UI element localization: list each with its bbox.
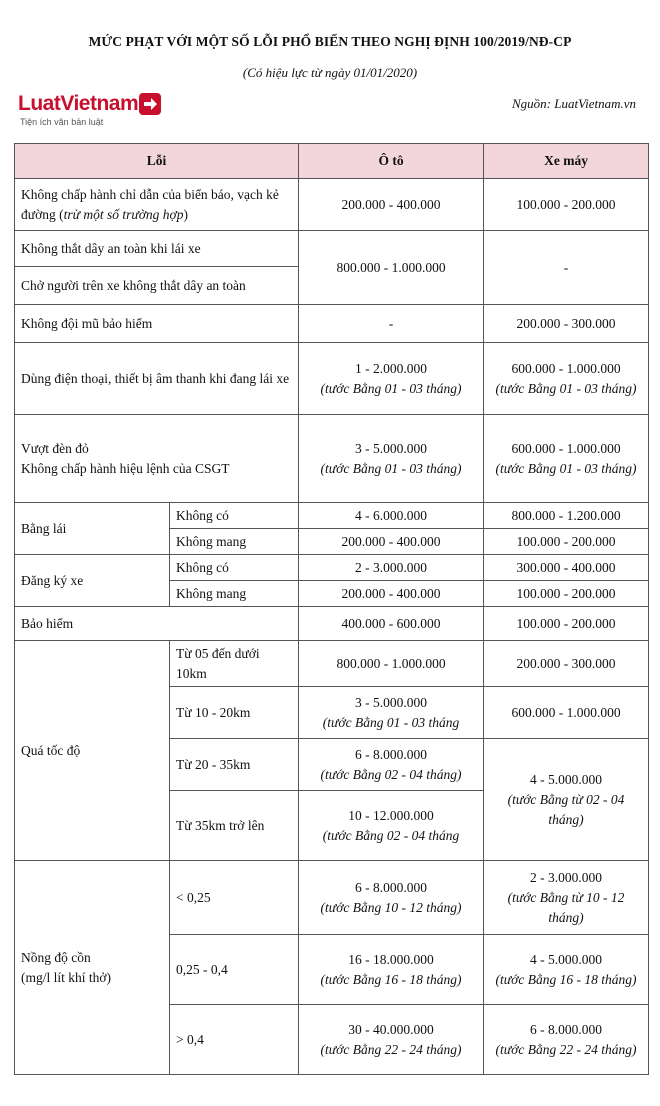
violation-cell: Không chấp hành chỉ dẫn của biển báo, vạch kẻ đường (trừ một số trường hợp) [15, 179, 299, 231]
table-row [15, 861, 649, 935]
violation-cell: Không thắt dây an toàn khi lái xe [15, 231, 299, 267]
xemay-fine: 300.000 - 400.000 [484, 555, 649, 581]
sub-violation: Từ 05 đến dưới 10km [170, 641, 299, 687]
table-row [15, 305, 649, 343]
oto-fine: 1 - 2.000.000 (tước Bằng 01 - 03 tháng) [299, 343, 484, 415]
table-row [15, 231, 649, 267]
xemay-fine: 600.000 - 1.000.000 (tước Bằng 01 - 03 tháng) [484, 415, 649, 503]
sub-violation: < 0,25 [170, 861, 299, 935]
oto-fine: 200.000 - 400.000 [299, 179, 484, 231]
logo-wordmark: LuatVietnam [18, 92, 139, 115]
xemay-fine: 100.000 - 200.000 [484, 179, 649, 231]
oto-fine: 400.000 - 600.000 [299, 607, 484, 641]
table-row [15, 641, 649, 687]
page-title: MỨC PHẠT VỚI MỘT SỐ LỖI PHỔ BIẾN THEO NGHỊ ĐỊNH 100/2019/NĐ-CP [88, 34, 572, 49]
xemay-fine: 2 - 3.000.000 (tước Bằng từ 10 - 12 tháng) [484, 861, 649, 935]
xemay-fine: 100.000 - 200.000 [484, 529, 649, 555]
header-oto: Ô tô [299, 144, 484, 179]
oto-fine: 800.000 - 1.000.000 [299, 641, 484, 687]
xemay-fine: 800.000 - 1.200.000 [484, 503, 649, 529]
violation-cell: Chở người trên xe không thắt dây an toàn [15, 267, 299, 305]
header-xemay: Xe máy [484, 144, 649, 179]
table-row [15, 415, 649, 503]
xemay-fine: 200.000 - 300.000 [484, 305, 649, 343]
oto-fine: - [299, 305, 484, 343]
violation-cell: Đăng ký xe [15, 555, 170, 607]
logo-arrow-icon [138, 92, 162, 116]
xemay-fine: 200.000 - 300.000 [484, 641, 649, 687]
sub-violation: Từ 20 - 35km [170, 739, 299, 791]
table-header-row [15, 144, 649, 179]
luatvietnam-logo[interactable] [16, 92, 166, 132]
oto-fine: 6 - 8.000.000 (tước Bằng 10 - 12 tháng) [299, 861, 484, 935]
oto-fine: 3 - 5.000.000 (tước Bằng 01 - 03 tháng [299, 687, 484, 739]
table-row [15, 179, 649, 231]
oto-fine: 6 - 8.000.000 (tước Bằng 02 - 04 tháng) [299, 739, 484, 791]
table-row [15, 555, 649, 581]
oto-fine: 4 - 6.000.000 [299, 503, 484, 529]
sub-violation: Từ 10 - 20km [170, 687, 299, 739]
xemay-fine: 600.000 - 1.000.000 [484, 687, 649, 739]
violation-cell: Dùng điện thoại, thiết bị âm thanh khi đang lái xe [15, 343, 299, 415]
oto-fine: 3 - 5.000.000 (tước Bằng 01 - 03 tháng) [299, 415, 484, 503]
fine-table [14, 143, 649, 1075]
sub-violation: Không có [170, 503, 299, 529]
oto-fine: 16 - 18.000.000 (tước Bằng 16 - 18 tháng) [299, 935, 484, 1005]
header-loi: Lỗi [15, 144, 299, 179]
sub-violation: > 0,4 [170, 1005, 299, 1075]
violation-cell: Quá tốc độ [15, 641, 170, 861]
sub-violation: Không mang [170, 581, 299, 607]
xemay-fine: 4 - 5.000.000 (tước Bằng 16 - 18 tháng) [484, 935, 649, 1005]
violation-cell: Nồng độ cồn (mg/l lít khí thở) [15, 861, 170, 1075]
sub-violation: Không có [170, 555, 299, 581]
xemay-fine: 600.000 - 1.000.000 (tước Bằng 01 - 03 tháng) [484, 343, 649, 415]
sub-violation: 0,25 - 0,4 [170, 935, 299, 1005]
xemay-fine: 4 - 5.000.000 (tước Bằng từ 02 - 04 tháng) [484, 739, 649, 861]
oto-fine: 800.000 - 1.000.000 [299, 231, 484, 305]
violation-cell: Bảo hiểm [15, 607, 299, 641]
sub-violation: Từ 35km trở lên [170, 791, 299, 861]
effective-date: (Có hiệu lực từ ngày 01/01/2020) [242, 65, 418, 80]
xemay-fine: 100.000 - 200.000 [484, 607, 649, 641]
oto-fine: 200.000 - 400.000 [299, 581, 484, 607]
violation-cell: Bằng lái [15, 503, 170, 555]
table-row [15, 343, 649, 415]
xemay-fine: - [484, 231, 649, 305]
oto-fine: 200.000 - 400.000 [299, 529, 484, 555]
table-row [15, 503, 649, 529]
table-row [15, 607, 649, 641]
oto-fine: 2 - 3.000.000 [299, 555, 484, 581]
source-label: Nguồn: LuatVietnam.vn [512, 96, 636, 111]
logo-tagline: Tiện ích văn bản luật [20, 117, 104, 127]
oto-fine: 10 - 12.000.000 (tước Bằng 02 - 04 tháng [299, 791, 484, 861]
violation-cell: Không đội mũ bảo hiểm [15, 305, 299, 343]
violation-cell: Vượt đèn đỏ Không chấp hành hiệu lệnh của CSGT [15, 415, 299, 503]
oto-fine: 30 - 40.000.000 (tước Bằng 22 - 24 tháng) [299, 1005, 484, 1075]
xemay-fine: 100.000 - 200.000 [484, 581, 649, 607]
sub-violation: Không mang [170, 529, 299, 555]
xemay-fine: 6 - 8.000.000 (tước Bằng 22 - 24 tháng) [484, 1005, 649, 1075]
